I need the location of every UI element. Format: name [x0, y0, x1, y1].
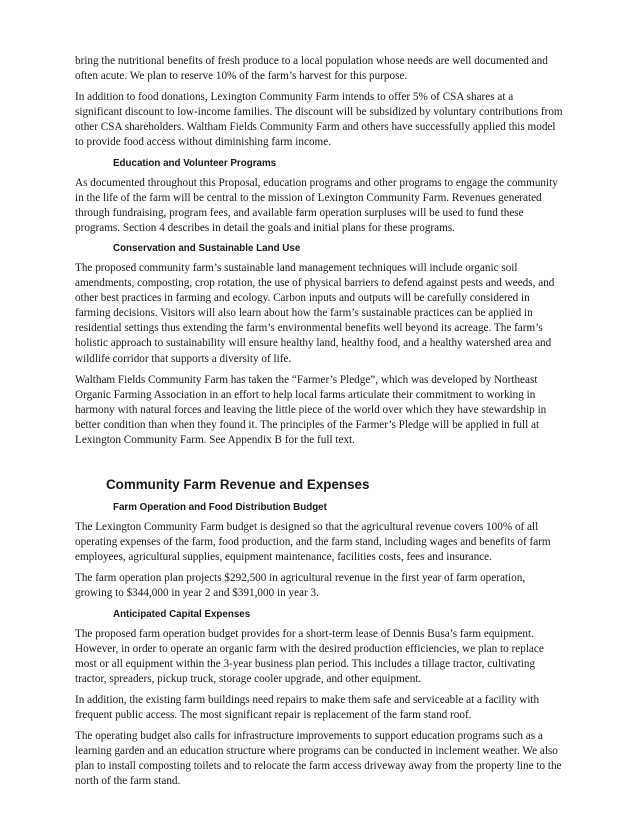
section-title: Community Farm Revenue and Expenses [106, 477, 370, 493]
paragraph-education: As documented throughout this Proposal, education programs and other programs to engage the community in the life of the farm will be central to the mission of Lexington Community Farm. Revenues generated through fundraising, program fees, and available farm operation surpluses will be used to fund these programs. Section 4 describes in detail the goals and initial plans for these programs. [75, 176, 558, 234]
heading-budget: Farm Operation and Food Distribution Budget [113, 502, 327, 514]
paragraph-budget-1: The Lexington Community Farm budget is designed so that the agricultural revenue covers 100% of all operating expenses of the farm, food production, and the farm stand, including wages and benefits of farm employees, agricultural supplies, equipment maintenance, facilities costs, fees and insurance. [75, 521, 551, 564]
paragraph-csa-discount: In addition to food donations, Lexington Community Farm intends to offer 5% of CSA shares at a significant discount to low-income families. The discount will be subsidized by voluntary contributions from other CSA shareholders. Waltham Fields Community Farm and others have successfully applied this model to provide food access without diminishing farm income. [75, 91, 563, 149]
paragraph-budget-2: The farm operation plan projects $292,500 in agricultural revenue in the first year of farm operation, growing to $344,000 in year 2 and $391,000 in year 3. [75, 572, 526, 600]
paragraph-capital-2: In addition, the existing farm buildings need repairs to make them safe and serviceable at a facility with frequent public access. The most significant repair is replacement of the farm stand roof. [75, 693, 540, 721]
document-page [75, 54, 563, 795]
paragraph-conservation-1: The proposed community farm’s sustainable land management techniques will include organic soil amendments, composting, crop rotation, the use of physical barriers to defend against pests and weeds, and other best practices in farming and ecology. Carbon inputs and outputs will be carefully considered in farming decisions. Visitors will also learn about how the farm’s sustainable practices can be applied in residential settings thus extending the farm’s environmental benefits well beyond its acreage. The farm’s holistic approach to sustainability will ensure healthy land, healthy food, and a healthy watershed area and wildlife corridor that supports a diversity of life. [75, 261, 555, 365]
heading-conservation: Conservation and Sustainable Land Use [113, 242, 301, 254]
heading-capital: Anticipated Capital Expenses [113, 608, 251, 620]
paragraph-food-access: bring the nutritional benefits of fresh produce to a local population whose needs are well documented and often acute. We plan to reserve 10% of the farm’s harvest for this purpose. [75, 55, 548, 83]
paragraph-capital-3: The operating budget also calls for infrastructure improvements to support education programs such as a learning garden and an education structure where programs can be conducted in inclement weather. We also plan to install composting toilets and to relocate the farm access driveway away from the property line to the north of the farm stand. [75, 730, 562, 788]
paragraph-capital-1: The proposed farm operation budget provides for a short-term lease of Dennis Busa’s farm equipment. However, in order to operate an organic farm with the desired production efficiencies, we plan to replace most or all equipment within the 3-year business plan period. This includes a tillage tractor, cultivating tractor, spreaders, pickup truck, storage cooler upgrade, and other equipment. [75, 627, 544, 685]
paragraph-conservation-2: Waltham Fields Community Farm has taken the “Farmer’s Pledge”, which was developed by Northeast Organic Farming Association in an effort to help local farms articulate their commitment to working in harmony with natural forces and leaving the little piece of the world over which they have stewardship in better condition than when they found it. The principles of the Farmer’s Pledge will be applied in full at Lexington Community Farm. See Appendix B for the full text. [75, 373, 547, 446]
heading-education: Education and Volunteer Programs [113, 157, 277, 169]
